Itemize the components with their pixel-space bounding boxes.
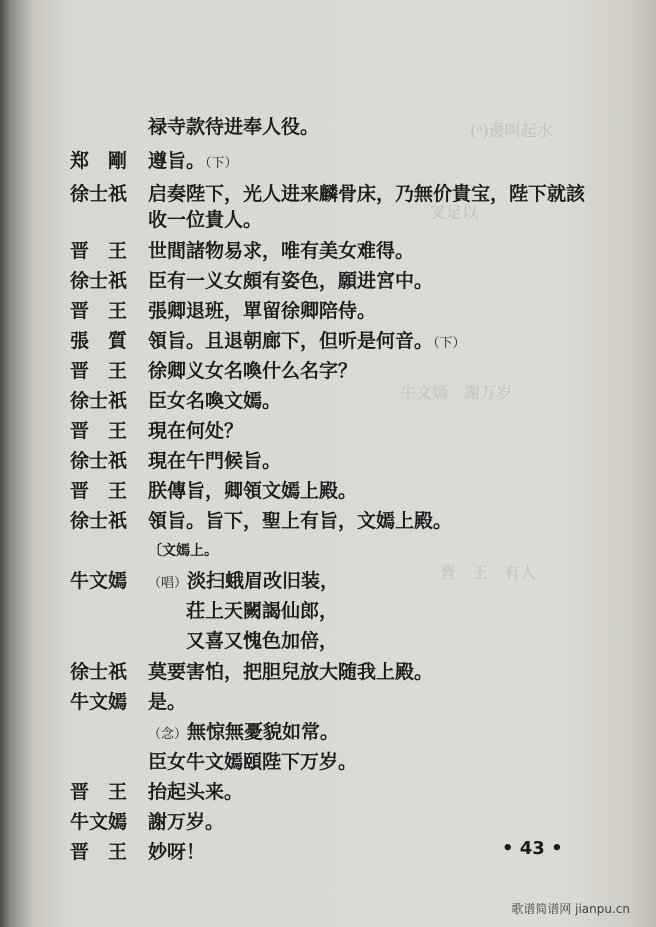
song-text: 又喜又愧色加倍， bbox=[186, 630, 339, 652]
page-number: • 43 • bbox=[502, 838, 563, 859]
speaker-name: 牛文嫣 bbox=[70, 570, 128, 592]
stage-cue: （下） bbox=[433, 336, 466, 351]
speaker-name: 晋 王 bbox=[70, 480, 128, 502]
dialogue-text: 徐卿义女名喚什么名字？ bbox=[148, 360, 358, 382]
stage-direction: 〔文嫣上。 bbox=[148, 543, 218, 559]
speaker-name: 晋 王 bbox=[70, 240, 128, 262]
dialogue-text: 現在何处？ bbox=[148, 420, 244, 442]
dialogue-text: 領旨。旨下，聖上有旨，文嫣上殿。 bbox=[148, 510, 453, 532]
speaker-name: 晋 王 bbox=[70, 360, 128, 382]
song-text: 淡扫蛾眉改旧装， bbox=[187, 570, 340, 592]
dialogue-text: 莫要害怕，把胆兒放大随我上殿。 bbox=[148, 661, 434, 683]
dialogue-text: 臣女名喚文嫣。 bbox=[148, 390, 282, 412]
dialogue-text: 謝万岁。 bbox=[148, 811, 225, 833]
speaker-name: 徐士祇 bbox=[70, 450, 128, 472]
stage-cue: （下） bbox=[205, 156, 238, 171]
dialogue-text: 世間諸物易求，唯有美女难得。 bbox=[148, 240, 415, 262]
speaker-name: 晋 王 bbox=[70, 781, 128, 803]
speaker-name: 郑 剛 bbox=[70, 150, 128, 172]
speaker-name: 徐士祇 bbox=[70, 270, 128, 292]
bleed-through-text: 晋 王 有人 bbox=[440, 563, 537, 582]
stage-cue: （唱） bbox=[148, 576, 188, 591]
dialogue-text: 收一位貴人。 bbox=[148, 209, 263, 231]
dialogue-text: 領旨。且退朝廊下，但听是何音。 bbox=[148, 330, 434, 352]
speaker-name: 徐士祇 bbox=[70, 661, 128, 683]
site-watermark: 歌谱简谱网 jianpu.cn bbox=[511, 902, 630, 916]
dialogue-text: 妙呀！ bbox=[148, 841, 206, 863]
speaker-name: 晋 王 bbox=[70, 841, 128, 863]
stage-cue: （念） bbox=[148, 727, 188, 742]
song-text: 荘上天闕謁仙郎， bbox=[186, 600, 339, 622]
dialogue-text: 是。 bbox=[148, 691, 187, 713]
dialogue-text: 禄寺款待进奉人役。 bbox=[148, 116, 320, 138]
speaker-name: 徐士祇 bbox=[70, 183, 128, 205]
speaker-name: 牛文嫣 bbox=[70, 811, 128, 833]
dialogue-text: 朕傳旨，卿領文嫣上殿。 bbox=[148, 480, 358, 502]
dialogue-text: 張卿退班，單留徐卿陪侍。 bbox=[148, 300, 377, 322]
dialogue-text: 臣有一义女頗有姿色，願进宮中。 bbox=[148, 270, 434, 292]
dialogue-text: 抬起头来。 bbox=[148, 781, 244, 803]
dialogue-text: 臣女牛文嫣頤陛下万岁。 bbox=[148, 751, 358, 773]
bleed-through-text: 牛文嫣 謝万岁 bbox=[400, 383, 513, 402]
speaker-name: 張 質 bbox=[70, 330, 128, 352]
speaker-name: 晋 王 bbox=[70, 420, 128, 442]
speaker-name: 晋 王 bbox=[70, 300, 128, 322]
bleed-through-text: (ᵃ)邊叫起水 bbox=[470, 121, 553, 140]
speaker-name: 牛文嫣 bbox=[70, 691, 128, 713]
speaker-name: 徐士祇 bbox=[70, 390, 128, 412]
speaker-name: 徐士祇 bbox=[70, 510, 128, 532]
dialogue-text: 遵旨。 bbox=[148, 150, 206, 172]
dialogue-text: 無惊無憂貌如常。 bbox=[187, 721, 340, 743]
dialogue-text: 启奏陛下，光人进来麟骨床，乃無价貴宝，陛下就該 bbox=[148, 183, 586, 205]
dialogue-text: 現在午門候旨。 bbox=[148, 450, 282, 472]
bleed-through-text: 叉足以 bbox=[430, 203, 479, 222]
